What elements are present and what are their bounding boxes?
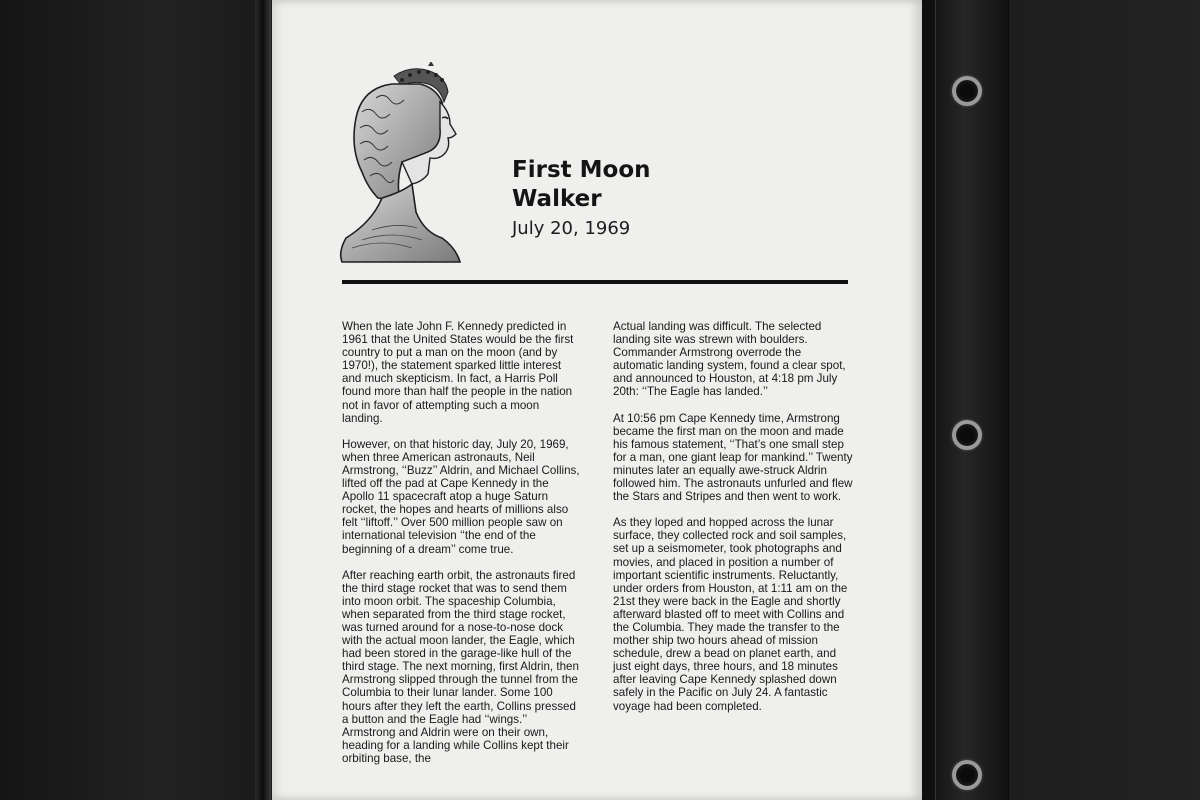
paragraph: Actual landing was difficult. The selected landing site was strewn with boulders. Commander Armstrong overrode the automatic landing system, found a clear spot, and announced to Houston, at 4:18 pm July 20th: ‘‘The Eagle has landed.’’ <box>613 320 846 399</box>
document-date: July 20, 1969 <box>512 218 631 239</box>
sleeve-edge <box>255 0 271 800</box>
binder-hole-icon <box>952 760 982 790</box>
right-text-column <box>613 320 853 726</box>
title-line-1: First Moon <box>512 157 651 183</box>
binder-strip <box>935 0 1009 800</box>
paragraph: When the late John F. Kennedy predicted in 1961 that the United States would be the first country to put a man on the moon (and by 1970!), the statement sparked little interest and much skepticism. In fact, a Harris Poll found more than half the people in the nation not in favor of attempting such a moon landing. <box>342 320 574 425</box>
binder-hole-icon <box>952 76 982 106</box>
paragraph: At 10:56 pm Cape Kennedy time, Armstrong became the first man on the moon and made his famous statement, ‘‘That’s one small step for a man, one giant leap for mankind.’’ Twenty minutes later an equally awe-struck Aldrin followed him. The astronauts unfurled and flew the Stars and Stripes and then went to work. <box>613 411 853 504</box>
paragraph: After reaching earth orbit, the astronauts fired the third stage rocket that was to send them into moon orbit. The spaceship Columbia, when separated from the third stage rocket, was turned around for a nose-to-nose dock with the actual moon lander, the Eagle, which had been stored in the garage-like hull of the third stage. The next morning, first Aldrin, then Armstrong slipped through the tunnel from the Columbia to their lunar lander. Some 100 hours after they left the earth, Collins pressed a button and the Eagle had ‘‘wings.’’ Armstrong and Aldrin were on their own, heading for a landing while Collins kept their orbiting base, the <box>342 568 579 765</box>
title-line-2: Walker <box>512 186 602 212</box>
document-title <box>512 156 732 214</box>
document-page <box>272 0 922 800</box>
queen-portrait-icon <box>332 62 472 272</box>
divider-rule <box>342 280 848 284</box>
paragraph: As they loped and hopped across the lunar surface, they collected rock and soil samples, set up a seismometer, took photographs and movies, and placed in position a number of important scientific instruments. Reluctantly, under orders from Houston, at 1:11 am on the 21st they were back in the Eagle and shortly afterward blasted off to meet with Collins and the Columbia. They made the transfer to the mother ship two hours ahead of mission schedule, drew a bead on planet earth, and just eight days, three hours, and 18 minutes after leaving Cape Kennedy splashed down safely in the Pacific on July 24. A fantastic voyage had been completed. <box>613 516 848 713</box>
left-text-column <box>342 320 582 778</box>
dark-background-left <box>0 0 268 800</box>
paragraph: However, on that historic day, July 20, 1969, when three American astronauts, Neil Armstrong, ‘‘Buzz’’ Aldrin, and Michael Collins, lifted off the pad at Cape Kennedy in the Apollo 11 spacecraft atop a huge Saturn rocket, the hopes and hearts of millions also felt ‘‘liftoff.’’ Over 500 million people saw on international television ‘‘the end of the beginning of a dream’’ come true. <box>342 437 580 556</box>
binder-hole-icon <box>952 420 982 450</box>
